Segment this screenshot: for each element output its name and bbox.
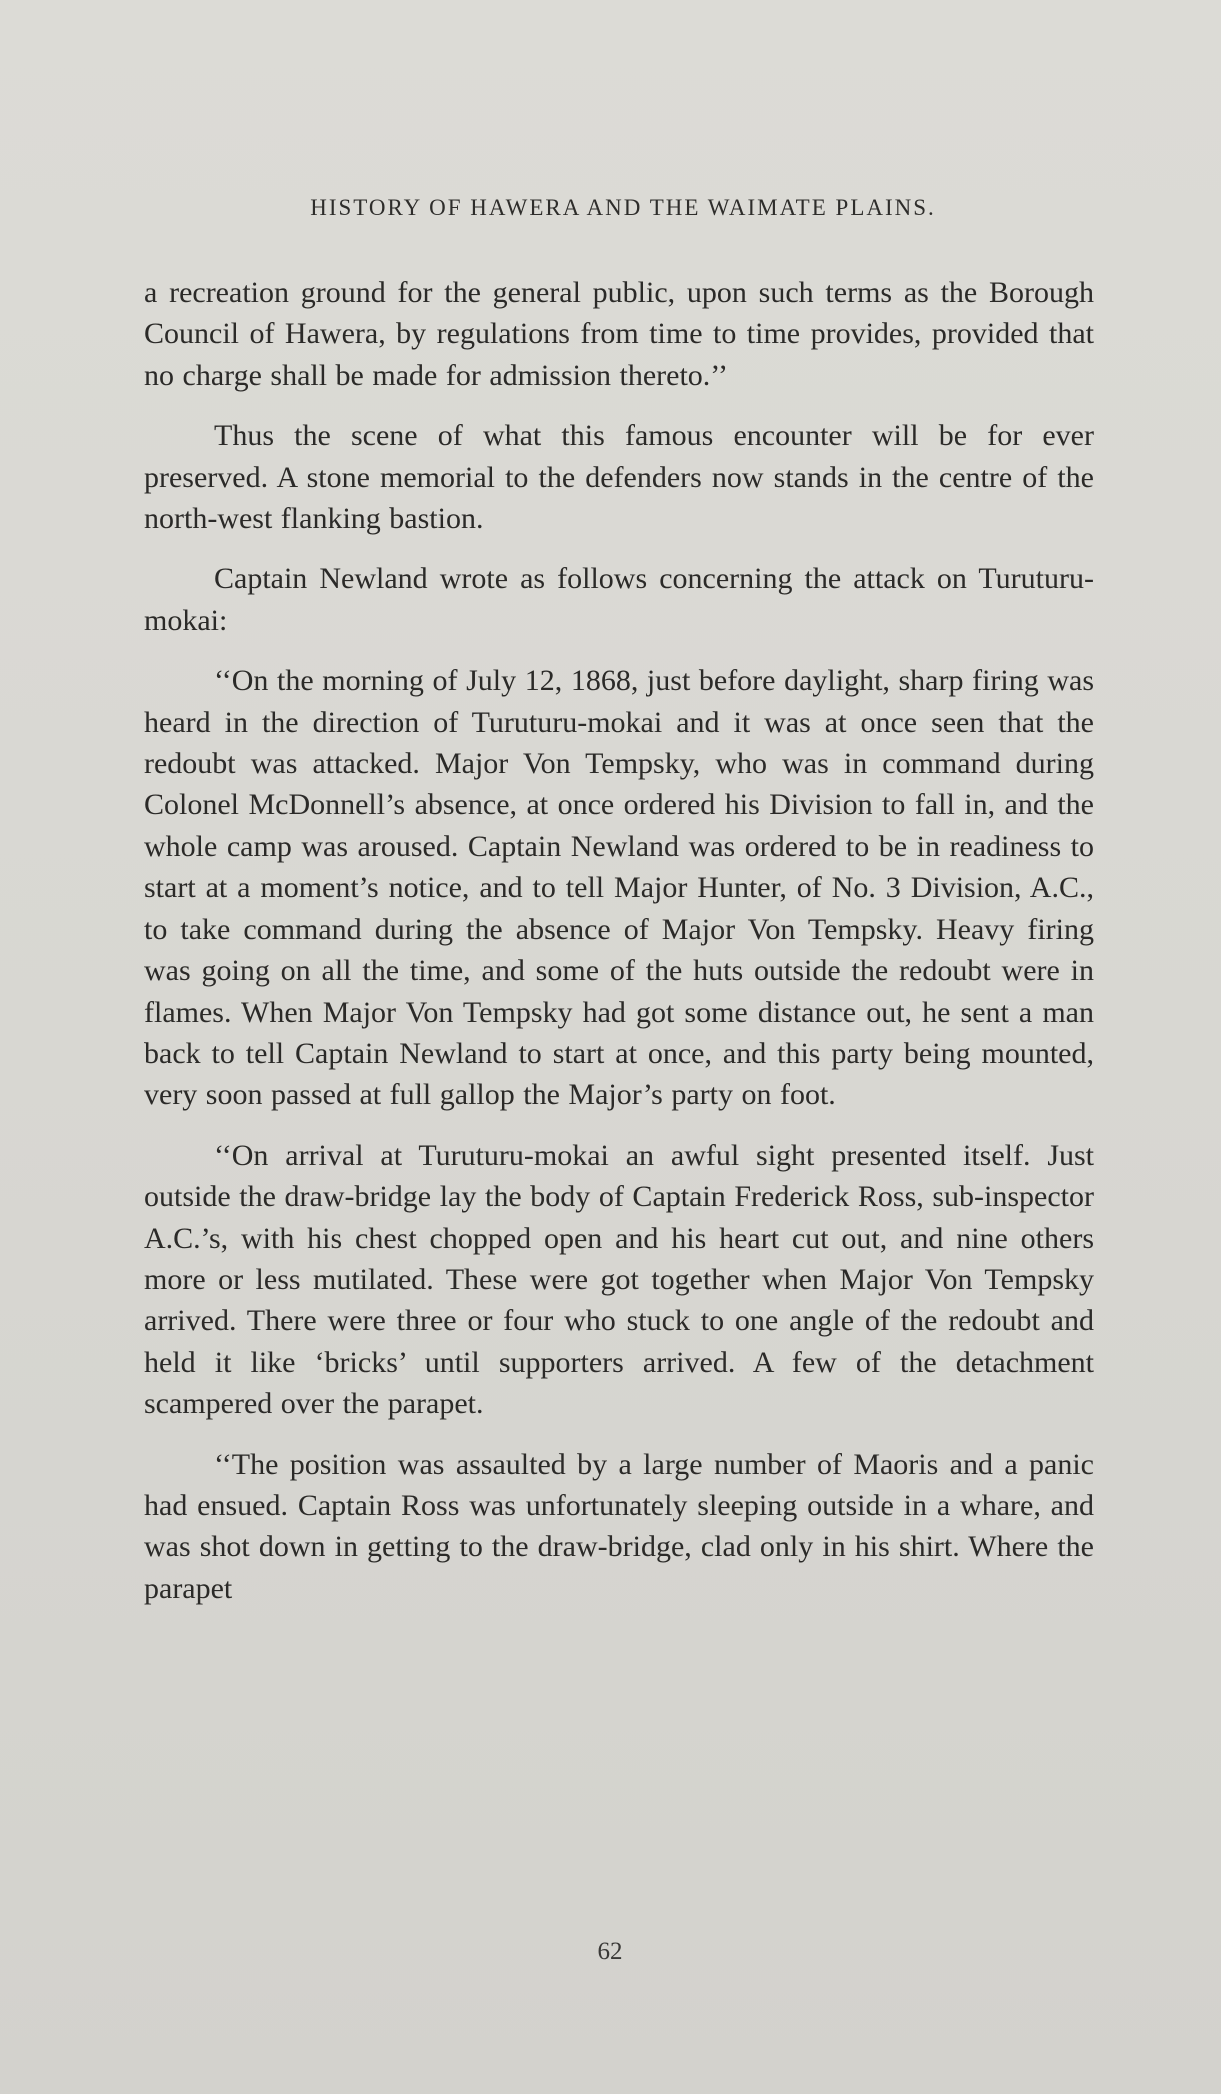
paragraph-morning-attack: ‘‘On the morning of July 12, 1868, just before daylight, sharp firing was heard in the direction of Turuturu-mokai and it was at once seen that the redoubt was attacked. Major Von Tempsky, who was in command during Colonel McDonnell’s absence, at once ordered his Division to fall in, and the whole camp was aroused. Captain Newland was ordered to be in readiness to start at a moment’s notice, and to tell Major Hunter, of No. 3 Division, A.C., to take command during the absence of Major Von Tempsky. Heavy firing was going on all the time, and some of the huts outside the redoubt were in flames. When Major Von Tempsky had got some distance out, he sent a man back to tell Captain Newland to start at once, and this party being mounted, very soon passed at full gallop the Major’s party on foot. [144, 664, 1094, 1112]
paragraph-assault: ‘‘The position was assaulted by a large number of Maoris and a panic had ensued. Captain Ross was unfortunately sleeping outside in a whare, and was shot down in getting to the draw-bridge, clad only in his shirt. Where the parapet [144, 1447, 1094, 1605]
page-number: 62 [597, 1938, 623, 1965]
running-head: HISTORY OF HAWERA AND THE WAIMATE PLAINS. [310, 195, 936, 220]
paragraph-newland-intro: Captain Newland wrote as follows concerning the attack on Turuturu-mokai: [144, 562, 1094, 637]
paragraph-memorial: Thus the scene of what this famous encounter will be for ever preserved. A stone memorial to the defenders now stands in the centre of the north-west flanking bastion. [144, 419, 1094, 536]
paragraph-arrival: ‘‘On arrival at Turuturu-mokai an awful sight presented itself. Just outside the draw-bridge lay the body of Captain Frederick Ross, sub-inspector A.C.’s, with his chest chopped open and his heart cut out, and nine others more or less mutilated. These were got together when Major Von Tempsky arrived. There were three or four who stuck to one angle of the redoubt and held it like ‘bricks’ until supporters arrived. A few of the detachment scampered over the parapet. [144, 1138, 1094, 1421]
body-text [144, 272, 1094, 1628]
paragraph-continuation: a recreation ground for the general public, upon such terms as the Borough Council of Hawera, by regulations from time to time provides, provided that no charge shall be made for admission thereto.’’ [144, 276, 1094, 392]
